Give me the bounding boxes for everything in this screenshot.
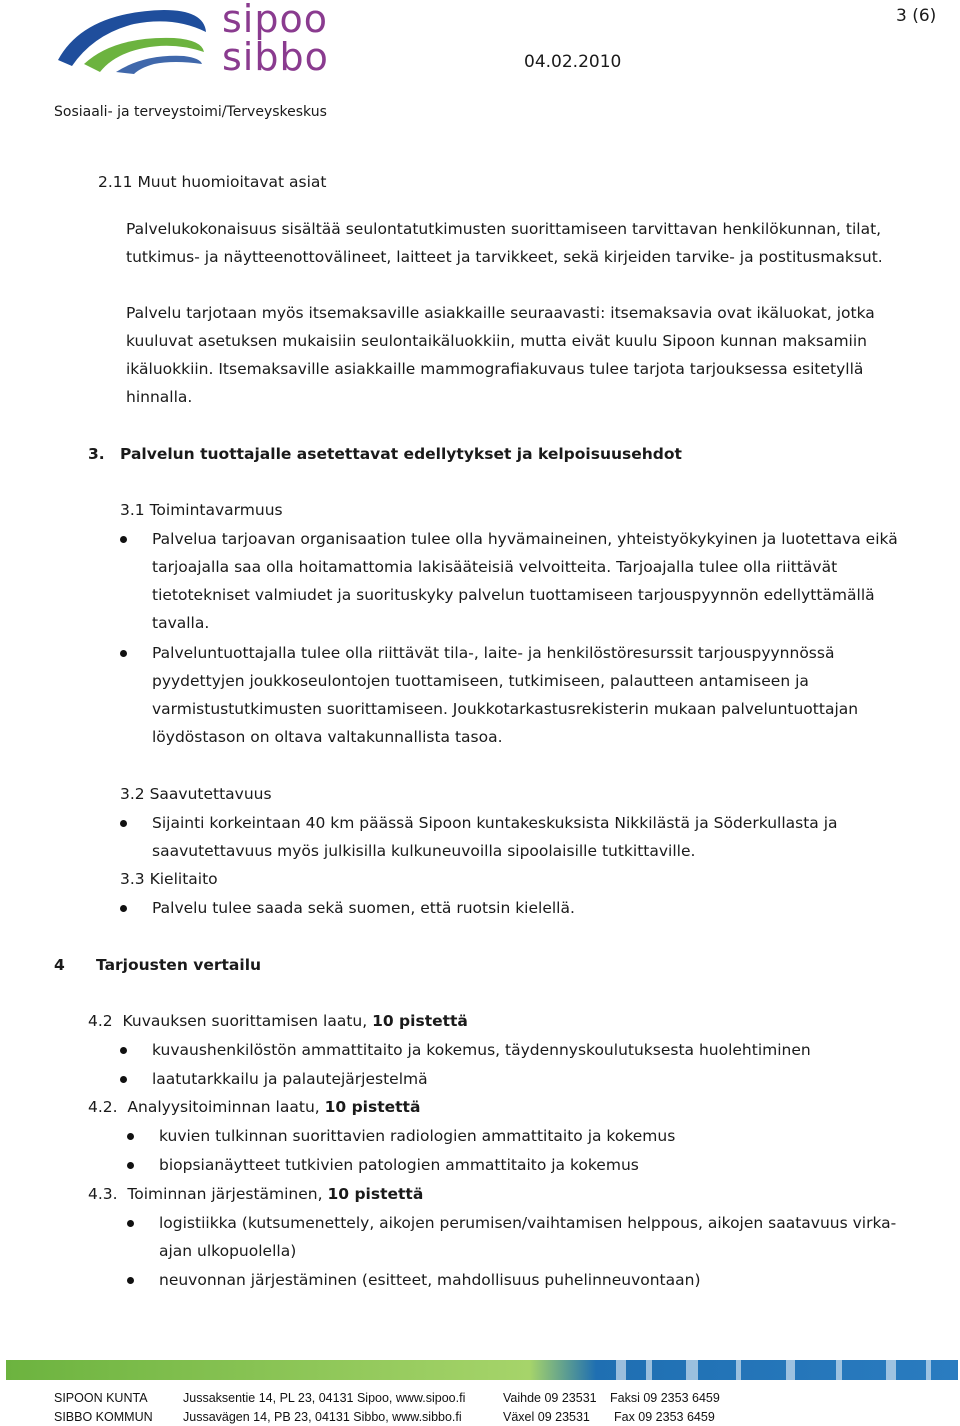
- document-date: 04.02.2010: [524, 52, 622, 72]
- bullet-line: tarjoajalla saa olla hoitamattomia lakisääteisiä velvoitteita. Tarjoajalla tulee olla riittävät: [152, 558, 838, 576]
- footer-org-fi: SIPOON KUNTA: [54, 1391, 148, 1405]
- criterion-title: 4.3. Toiminnan järjestäminen,: [88, 1185, 328, 1203]
- paragraph-line: Palvelukokonaisuus sisältää seulontatutkimusten suorittamiseen tarvittavan henkilökunnan, tilat,: [126, 220, 882, 238]
- criterion-title: 4.2 Kuvauksen suorittamisen laatu,: [88, 1012, 373, 1030]
- logo-text-sipoo: sipoo: [222, 0, 328, 41]
- bullet-line: varmistustutkimusten suorittamiseen. Joukkotarkastusrekisterin mukaan palveluntuottajan: [152, 700, 859, 718]
- bullet-line: ajan ulkopuolella): [159, 1242, 297, 1260]
- bullet-icon: [120, 1076, 127, 1083]
- section-heading: 2.11 Muut huomioitavat asiat: [98, 173, 327, 191]
- paragraph-line: ikäluokkiin. Itsemaksaville asiakkaille mammografiakuvaus tulee tarjota tarjouksessa esitetyllä: [126, 360, 864, 378]
- footer-org-sv: SIBBO KOMMUN: [54, 1410, 153, 1424]
- bullet-line: kuvien tulkinnan suorittavien radiologien ammattitaito ja kokemus: [159, 1127, 676, 1145]
- section-heading: Palvelun tuottajalle asetettavat edellytykset ja kelpoisuusehdot: [120, 445, 682, 463]
- bullet-icon: [120, 820, 127, 827]
- bullet-icon: [120, 905, 127, 912]
- paragraph-line: kuuluvat asetuksen mukaisiin seulontaikäluokkiin, mutta eivät kuulu Sipoon kunnan maksamiin: [126, 332, 867, 350]
- section-heading: Tarjousten vertailu: [96, 956, 262, 974]
- paragraph-line: Palvelu tarjotaan myös itsemaksaville asiakkaille seuraavasti: itsemaksavia ovat ikäluokat, jotka: [126, 304, 875, 322]
- footer-fax-fi: Faksi 09 2353 6459: [610, 1391, 720, 1405]
- criterion-points: 10 pistettä: [372, 1012, 468, 1030]
- footer-color-stripe: [6, 1360, 958, 1380]
- criterion-points: 10 pistettä: [324, 1098, 421, 1116]
- section-number: 3.: [88, 445, 105, 463]
- bullet-line: saavutettavuus myös julkisilla kulkuneuvoilla sipoolaisille tutkittaville.: [152, 842, 696, 860]
- bullet-line: löydöstason on oltava valtakunnallista tasoa.: [152, 728, 503, 746]
- bullet-icon: [120, 1047, 127, 1054]
- bullet-icon: [127, 1162, 134, 1169]
- bullet-icon: [120, 650, 127, 657]
- criterion-title: 4.2. Analyysitoiminnan laatu,: [88, 1098, 325, 1116]
- criterion-heading: [88, 1007, 468, 1035]
- section-number: 4: [54, 956, 65, 974]
- footer-phone-sv: Växel 09 23531: [503, 1410, 590, 1424]
- bullet-line: Sijainti korkeintaan 40 km päässä Sipoon kuntakeskuksista Nikkilästä ja Söderkullasta ja: [152, 814, 838, 832]
- bullet-icon: [127, 1133, 134, 1140]
- department-name: Sosiaali- ja terveystoimi/Terveyskeskus: [54, 104, 327, 120]
- footer-phone-fi: Vaihde 09 23531: [503, 1391, 597, 1405]
- bullet-line: Palvelu tulee saada sekä suomen, että ruotsin kielellä.: [152, 899, 575, 917]
- criterion-heading: [88, 1180, 423, 1208]
- paragraph-line: hinnalla.: [126, 388, 193, 406]
- footer-address-fi: Jussaksentie 14, PL 23, 04131 Sipoo, www.sipoo.fi: [183, 1391, 466, 1405]
- bullet-line: biopsianäytteet tutkivien patologien ammattitaito ja kokemus: [159, 1156, 639, 1174]
- footer-address-sv: Jussavägen 14, PB 23, 04131 Sibbo, www.sibbo.fi: [183, 1410, 462, 1424]
- subsection-heading: 3.2 Saavutettavuus: [120, 785, 272, 803]
- bullet-line: pyydettyjen joukkoseulontojen tuottamiseen, tutkimiseen, palautteen antamiseen ja: [152, 672, 809, 690]
- bullet-line: Palveluntuottajalla tulee olla riittävät tila-, laite- ja henkilöstöresurssit tarjouspyynnössä: [152, 644, 835, 662]
- criterion-points: 10 pistettä: [327, 1185, 424, 1203]
- bullet-line: tietotekniset valmiudet ja suorituskyky palvelun tuottamiseen tarjouspyynnön edellyttämällä: [152, 586, 875, 604]
- footer-fax-sv: Fax 09 2353 6459: [614, 1410, 715, 1424]
- subsection-heading: 3.1 Toimintavarmuus: [120, 501, 283, 519]
- bullet-icon: [127, 1277, 134, 1284]
- bullet-icon: [120, 536, 127, 543]
- logo-text-sibbo: sibbo: [222, 35, 329, 79]
- subsection-heading: 3.3 Kielitaito: [120, 870, 218, 888]
- bullet-line: kuvaushenkilöstön ammattitaito ja kokemus, täydennyskoulutuksesta huolehtiminen: [152, 1041, 811, 1059]
- bullet-line: tavalla.: [152, 614, 210, 632]
- bullet-line: Palvelua tarjoavan organisaation tulee olla hyvämaineinen, yhteistyökykyinen ja luotettava eikä: [152, 530, 898, 548]
- bullet-line: logistiikka (kutsumenettely, aikojen perumisen/vaihtamisen helppous, aikojen saatavuus virka-: [159, 1214, 897, 1232]
- sipoo-sibbo-logo-icon: [54, 2, 214, 74]
- paragraph-line: tutkimus- ja näytteenottovälineet, laitteet ja tarvikkeet, sekä kirjeiden tarvike- ja postitusmaksut.: [126, 248, 883, 266]
- criterion-heading: [88, 1093, 420, 1121]
- bullet-icon: [127, 1220, 134, 1227]
- page-number: 3 (6): [896, 6, 937, 26]
- bullet-line: laatutarkkailu ja palautejärjestelmä: [152, 1070, 428, 1088]
- bullet-line: neuvonnan järjestäminen (esitteet, mahdollisuus puhelinneuvontaan): [159, 1271, 701, 1289]
